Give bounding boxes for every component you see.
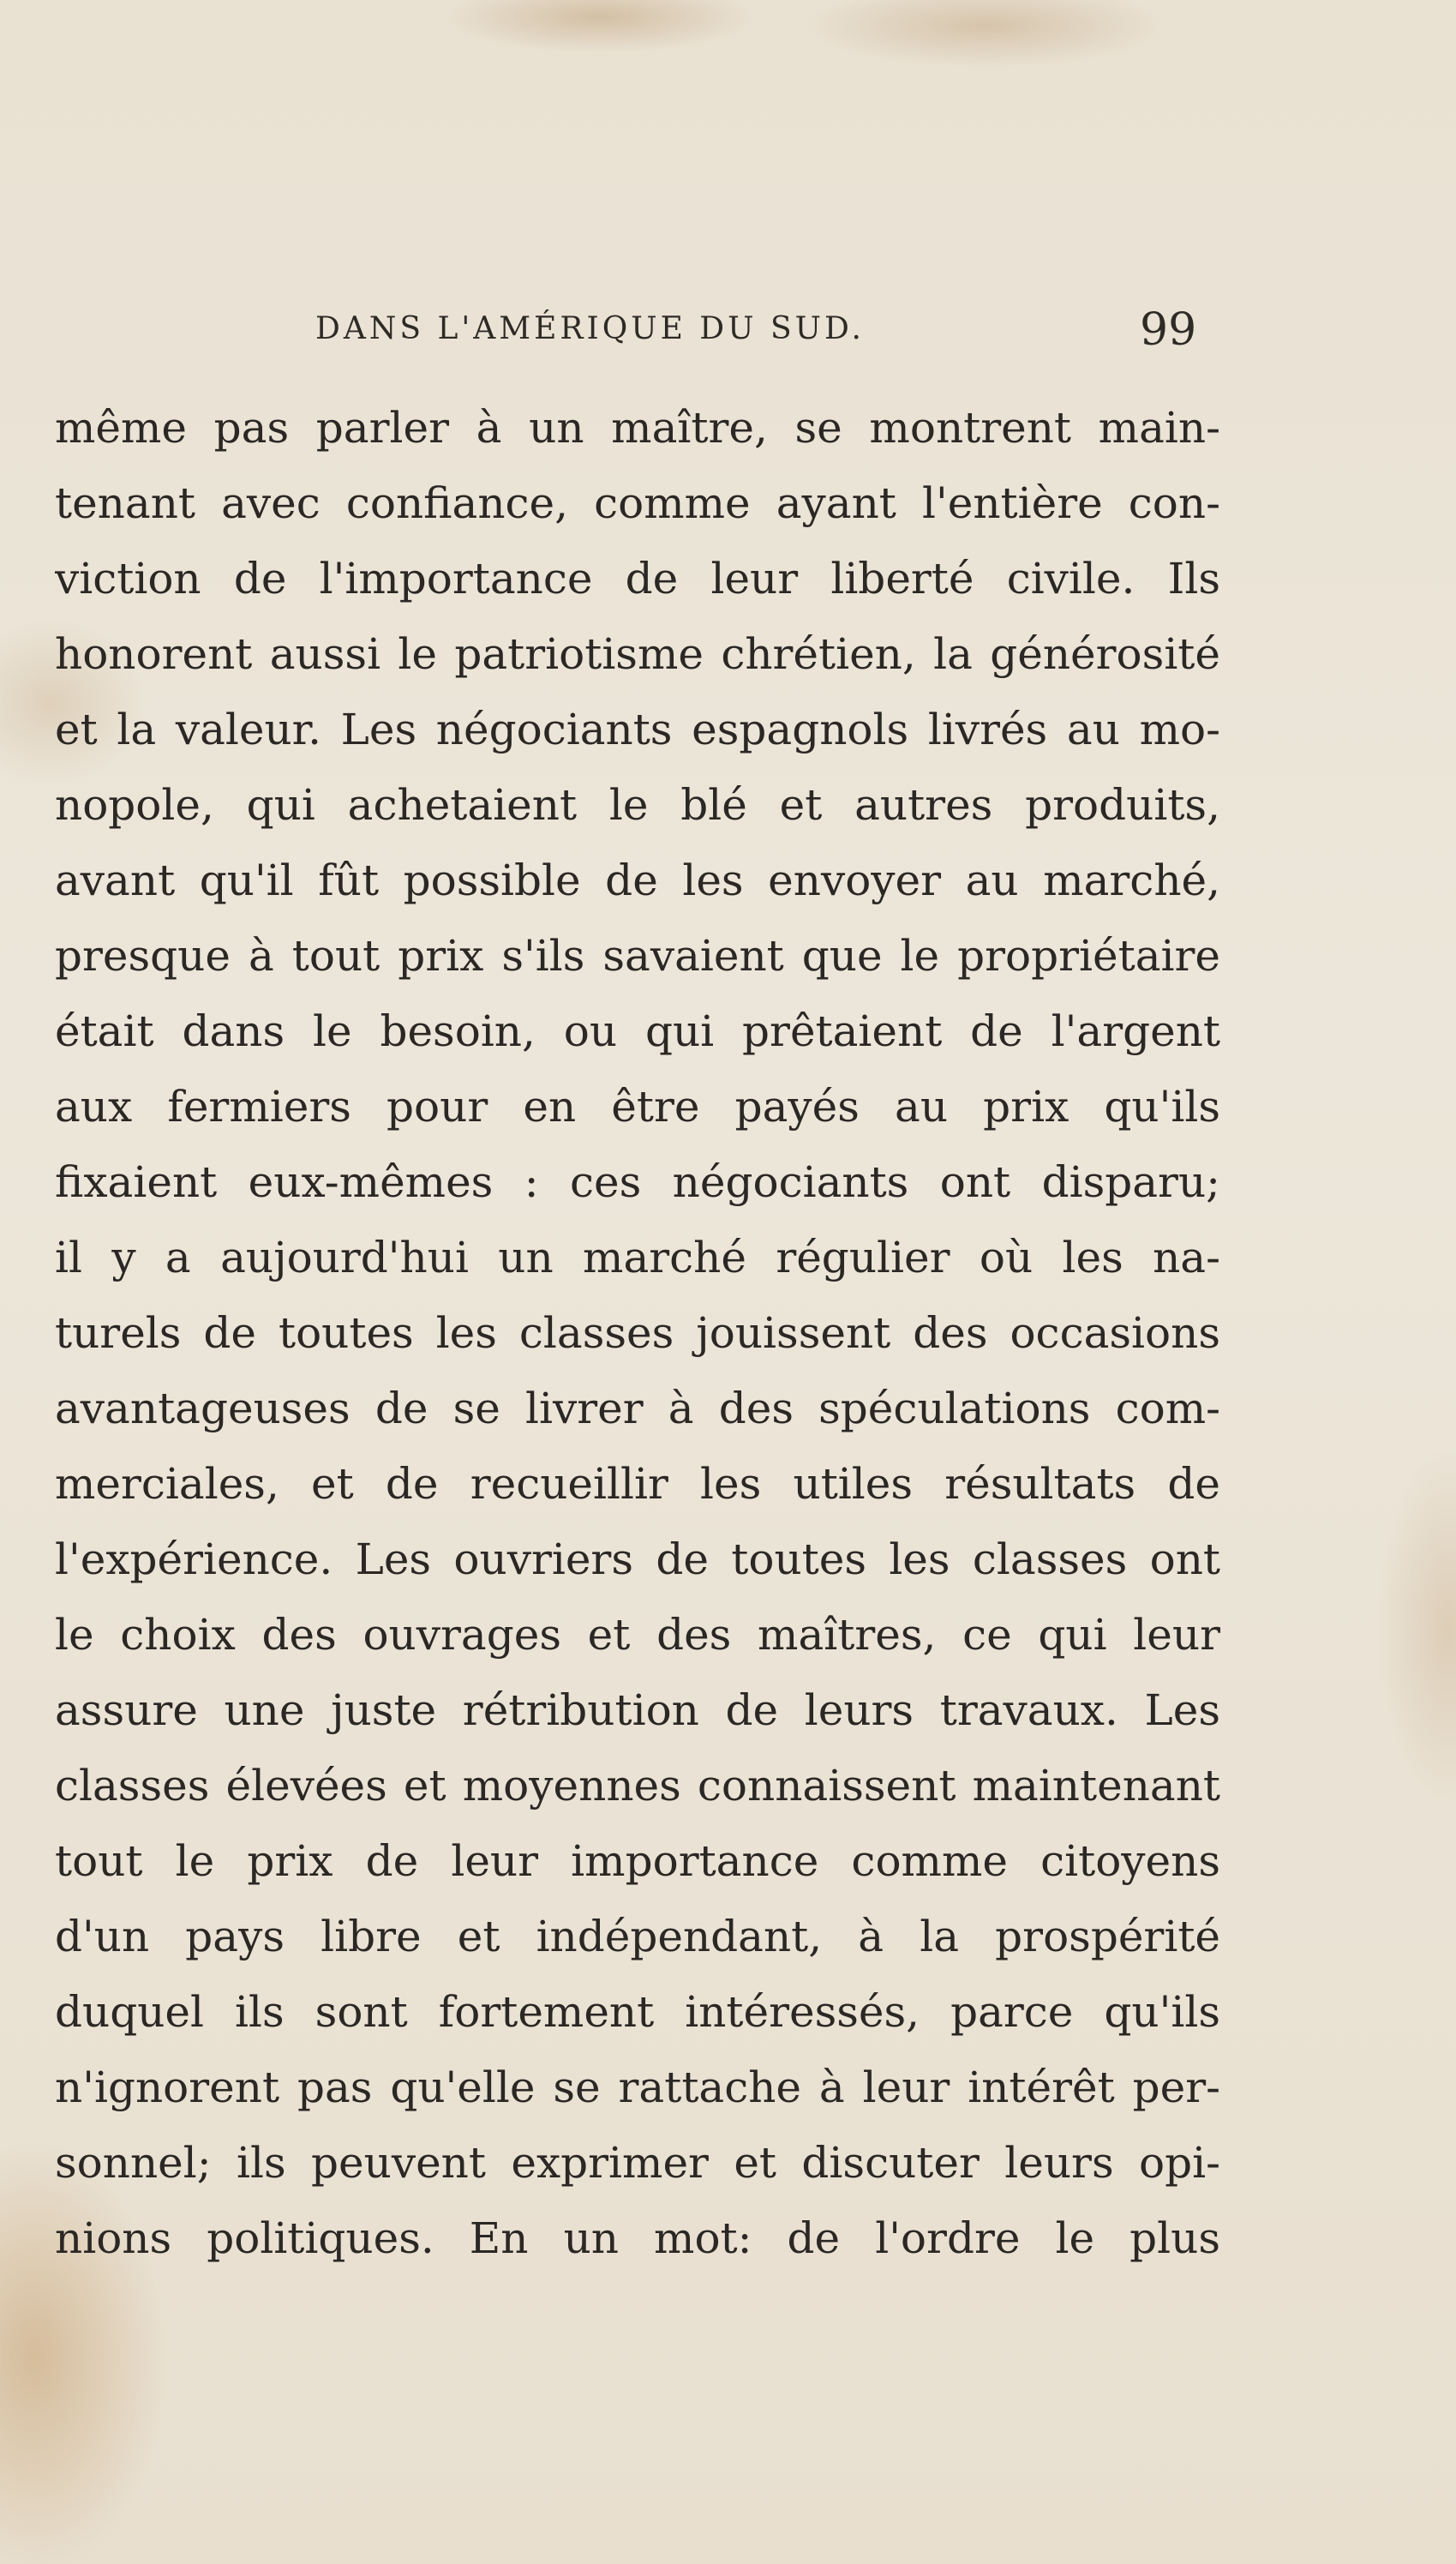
text-line: honorent aussi le patriotisme chrétien, la générosité <box>55 629 1220 679</box>
text-line: nions politiques. En un mot: de l'ordre le plus <box>55 2213 1220 2263</box>
text-line: n'ignorent pas qu'elle se rattache à leur intérêt per- <box>55 2063 1220 2112</box>
text-line: avantageuses de se livrer à des spéculations com- <box>55 1384 1220 1433</box>
text-line: aux fermiers pour en être payés au prix qu'ils <box>55 1082 1220 1132</box>
page-header <box>0 304 1456 364</box>
text-line: fixaient eux-mêmes : ces négociants ont disparu; <box>55 1157 1220 1207</box>
text-line: viction de l'importance de leur liberté civile. Ils <box>55 554 1220 603</box>
page-number: 99 <box>1140 304 1197 356</box>
text-line: presque à tout prix s'ils savaient que le propriétaire <box>55 931 1220 981</box>
text-line: tout le prix de leur importance comme citoyens <box>55 1836 1220 1886</box>
text-line: assure une juste rétribution de leurs travaux. Les <box>55 1685 1220 1735</box>
text-line: d'un pays libre et indépendant, à la prospérité <box>55 1912 1220 1961</box>
text-line: duquel ils sont fortement intéressés, parce qu'ils <box>55 1987 1220 2037</box>
body-text <box>55 390 1220 2276</box>
running-head: DANS L'AMÉRIQUE DU SUD. <box>315 311 865 346</box>
text-line: turels de toutes les classes jouissent des occasions <box>55 1308 1220 1358</box>
text-line: merciales, et de recueillir les utiles résultats de <box>55 1459 1220 1509</box>
text-line: était dans le besoin, ou qui prêtaient de l'argent <box>55 1006 1220 1056</box>
text-line: il y a aujourd'hui un marché régulier où les na- <box>55 1233 1220 1282</box>
text-line: et la valeur. Les négociants espagnols livrés au mo- <box>55 705 1220 754</box>
text-line: le choix des ouvrages et des maîtres, ce qui leur <box>55 1610 1220 1660</box>
text-line: nopole, qui achetaient le blé et autres produits, <box>55 780 1220 830</box>
text-line: même pas parler à un maître, se montrent main- <box>55 403 1220 453</box>
text-line: avant qu'il fût possible de les envoyer au marché, <box>55 856 1220 905</box>
text-line: tenant avec confiance, comme ayant l'entière con- <box>55 478 1220 528</box>
text-line: l'expérience. Les ouvriers de toutes les classes ont <box>55 1534 1220 1584</box>
text-line: classes élevées et moyennes connaissent maintenant <box>55 1761 1220 1810</box>
text-line: sonnel; ils peuvent exprimer et discuter leurs opi- <box>55 2138 1220 2188</box>
